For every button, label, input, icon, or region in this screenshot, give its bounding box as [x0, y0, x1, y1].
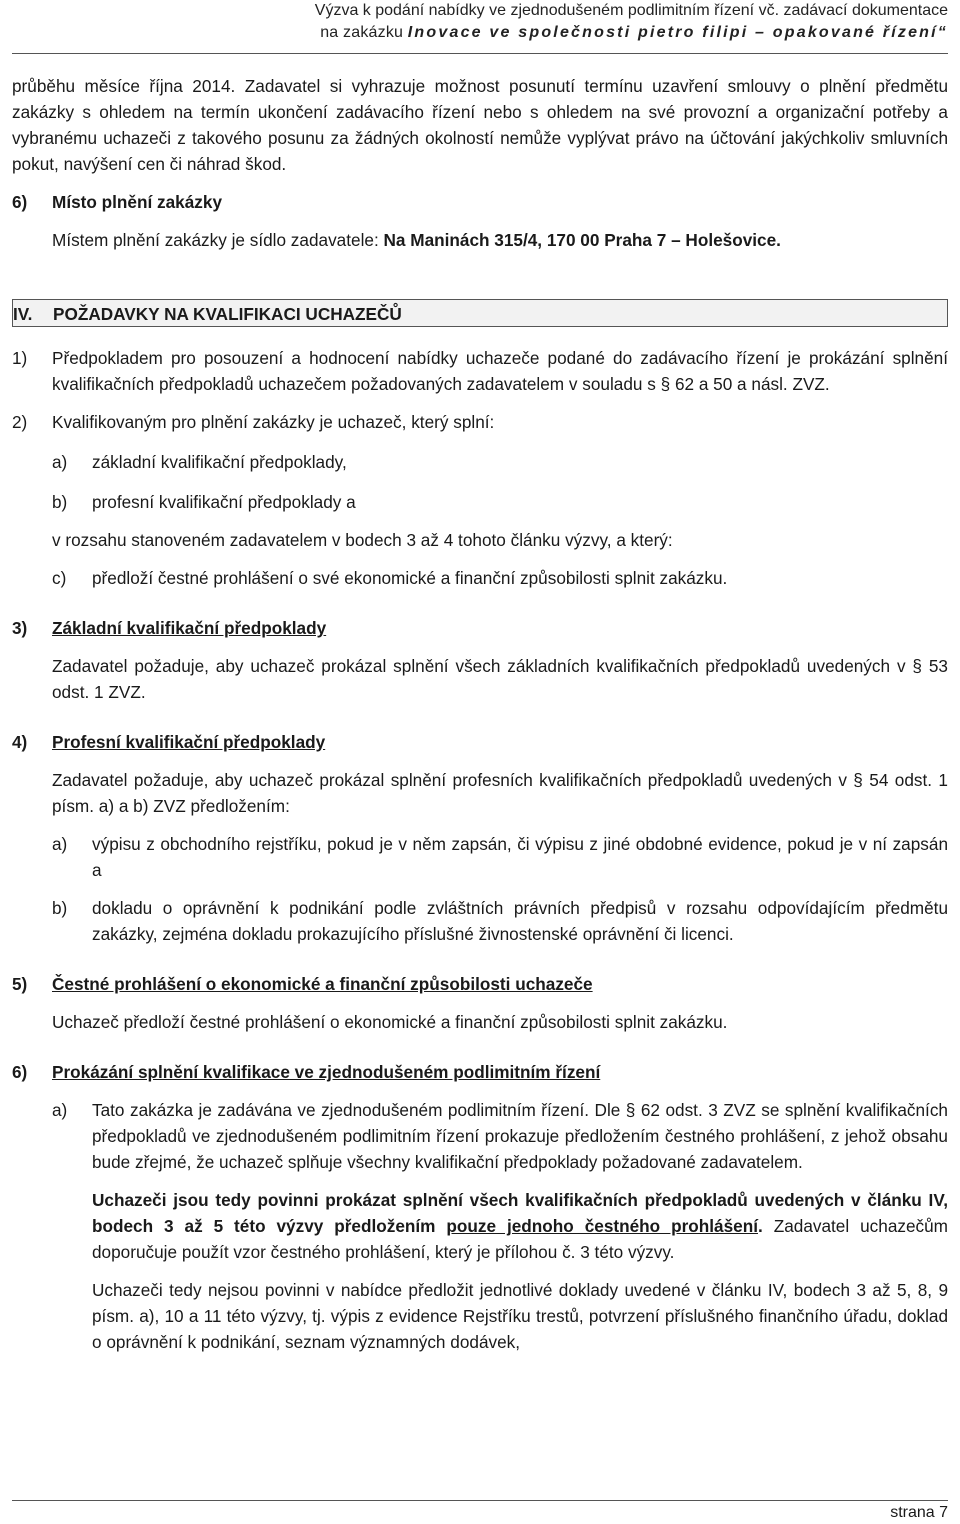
heading-number: 6) [12, 192, 28, 212]
item-title: Prokázání splnění kvalifikace ve zjednodušeném podlimitním řízení [52, 1062, 601, 1082]
item-2-b [52, 489, 948, 515]
sub-label: c) [52, 568, 67, 588]
item-text: Předpokladem pro posouzení a hodnocení nabídky uchazeče podané do zadávacího řízení je prokázání splnění kvalifikačních předpokladů uchazečem požadovaných zadavatelem v souladu s § 62 a 50 a násl. ZVZ. [52, 348, 948, 394]
document-body [12, 64, 948, 1355]
page-header [315, 0, 948, 44]
item-number: 4) [12, 732, 28, 752]
item-6-heading [12, 1059, 948, 1085]
section-title: POŽADAVKY NA KVALIFIKACI UCHAZEČŮ [53, 304, 402, 324]
sub-label: a) [52, 1100, 68, 1120]
item-number: 3) [12, 618, 28, 638]
item-4-text: Zadavatel požaduje, aby uchazeč prokázal splnění profesních kvalifikačních předpokladů uvedených v § 54 odst. 1 písm. a) a b) ZVZ předložením: [52, 770, 948, 816]
item-3-text: Zadavatel požaduje, aby uchazeč prokázal splnění všech základních kvalifikačních předpokladů uvedených v § 53 odst. 1 ZVZ. [52, 656, 948, 702]
item-4-a [52, 831, 948, 883]
item-1 [12, 345, 948, 397]
sub-text: předloží čestné prohlášení o své ekonomické a finanční způsobilosti splnit zakázku. [92, 568, 728, 588]
item-title: Profesní kvalifikační předpoklady [52, 732, 326, 752]
recommendation-text: Zadavatel uchazečům doporučuje použít vzor čestného prohlášení, který je přílohou č. 3 této výzvy. [92, 1216, 948, 1262]
place-text: Místem plnění zakázky je sídlo zadavatele: [52, 230, 384, 250]
header-divider [12, 53, 948, 54]
item-text: Kvalifikovaným pro plnění zakázky je uchazeč, který splní: [52, 412, 495, 432]
item-3-heading [12, 615, 948, 641]
item-number: 6) [12, 1062, 28, 1082]
item-2 [12, 409, 948, 435]
item-6-last-paragraph: Uchazeči tedy nejsou povinni v nabídce předložit jednotlivé doklady uvedené v článku IV, bodech 3 až 5, 8, 9 písm. a), 10 a 11 této výzvy, tj. výpis z evidence Rejstříku trestů, potvrzení příslušného finančního úřadu, doklad o oprávnění k podnikání, seznam významných dodávek, [92, 1280, 948, 1352]
sub-label: b) [52, 492, 68, 512]
place-of-performance-text [52, 227, 948, 253]
header-line-2 [315, 22, 948, 44]
item-2-middle: v rozsahu stanoveném zadavatelem v bodech 3 až 4 tohoto článku výzvy, a který: [52, 530, 673, 550]
heading-title: Místo plnění zakázky [52, 192, 223, 212]
item-6-bold-paragraph [92, 1187, 948, 1265]
item-2-c [52, 565, 948, 591]
footer-divider [12, 1500, 948, 1501]
item-number: 1) [12, 348, 28, 368]
page-number: strana 7 [890, 1504, 948, 1521]
header-prefix: na zakázku [320, 24, 408, 41]
sub-text: výpisu z obchodního rejstříku, pokud je v něm zapsán, či výpisu z jiné obdobné evidence, pokud je v ní zapsán a [92, 834, 948, 880]
place-address: Na Maninách 315/4, 170 00 Praha 7 – Holešovice. [383, 230, 781, 250]
heading-place-of-performance [12, 189, 948, 215]
header-line-1: Výzva k podání nabídky ve zjednodušeném podlimitním řízení vč. zadávací dokumentace [314, 2, 948, 19]
bold-statement: Uchazeči jsou tedy povinni prokázat splnění všech kvalifikačních předpokladů uvedených v článku IV, bodech 3 až 5 této výzvy předložením [92, 1190, 948, 1236]
item-4-b [52, 895, 948, 947]
sub-text: základní kvalifikační předpoklady, [92, 452, 347, 472]
sub-text: dokladu o oprávnění k podnikání podle zvláštních právních předpisů v rozsahu odpovídajícím předmětu zakázky, zejména dokladu prokazujícího příslušné živnostenské oprávnění či licenci. [92, 898, 948, 944]
item-4-heading [12, 729, 948, 755]
bold-end: . [758, 1216, 763, 1236]
section-number: IV. [13, 304, 33, 324]
item-5-text: Uchazeč předloží čestné prohlášení o ekonomické a finanční způsobilosti splnit zakázku. [52, 1012, 728, 1032]
item-5-heading [12, 971, 948, 997]
underlined-emphasis: pouze jednoho čestného prohlášení [446, 1216, 758, 1236]
item-title: Čestné prohlášení o ekonomické a finanční způsobilosti uchazeče [52, 974, 593, 994]
sub-label: a) [52, 452, 68, 472]
project-title: Inovace ve společnosti pietro filipi – opakované řízení“ [407, 24, 948, 41]
item-number: 5) [12, 974, 28, 994]
item-6-a [52, 1097, 948, 1175]
item-2-a [52, 449, 948, 475]
sub-text: Tato zakázka je zadávána ve zjednodušeném podlimitním řízení. Dle § 62 odst. 3 ZVZ se splnění kvalifikačních předpokladů ve zjednodušeném podlimitním řízení prokazuje předložením čestného prohlášení, z jehož obsahu bude zřejmé, že uchazeč splňuje všechny kvalifikační předpoklady požadované zadavatelem. [92, 1100, 948, 1172]
sub-text: profesní kvalifikační předpoklady a [92, 492, 356, 512]
intro-paragraph: průběhu měsíce října 2014. Zadavatel si vyhrazuje možnost posunutí termínu uzavření smlouvy o plnění předmětu zakázky s ohledem na termín ukončení zadávacího řízení nebo s ohledem na své provozní a organizační potřeby a vybranému uchazeči z takového posunu za žádných okolností nemůže vyplývat právo na účtování jakýchkoliv smluvních pokut, navýšení cen či náhrad škod. [12, 76, 948, 174]
sub-label: a) [52, 834, 68, 854]
item-number: 2) [12, 412, 28, 432]
item-title: Základní kvalifikační předpoklady [52, 618, 327, 638]
sub-label: b) [52, 898, 68, 918]
section-iv-header [12, 299, 948, 327]
